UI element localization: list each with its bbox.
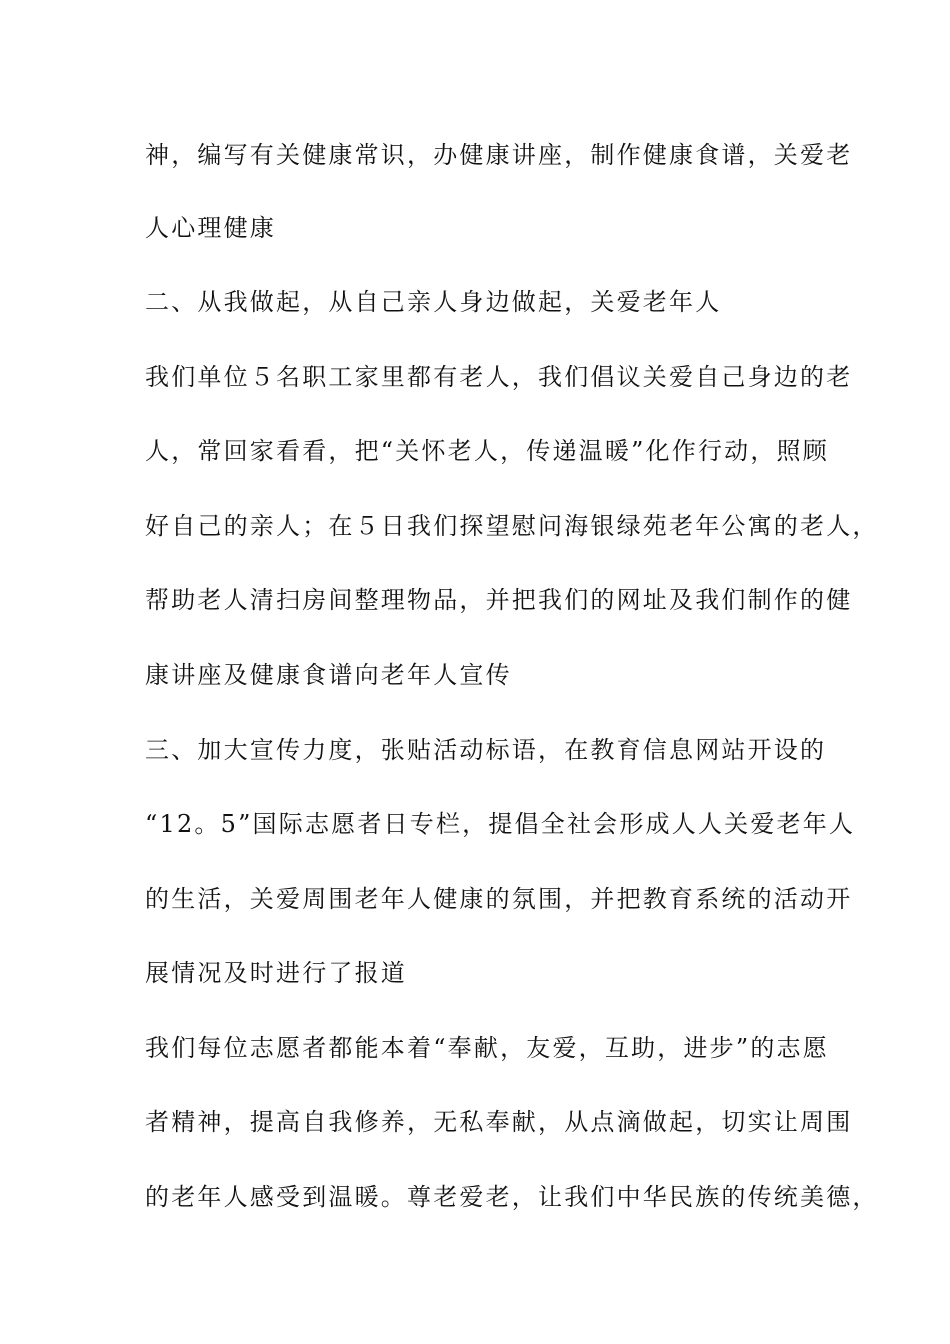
section-heading: 二、从我做起，从自己亲人身边做起，关爱老年人 xyxy=(145,288,722,316)
section-heading: 三、加大宣传力度，张贴活动标语，在教育信息网站开设的 xyxy=(145,736,827,764)
text-line: 我们单位５名职工家里都有老人，我们倡议关爱自己身边的老 xyxy=(145,363,853,391)
text-line: 的老年人感受到温暖。尊老爱老，让我们中华民族的传统美德， xyxy=(145,1183,879,1211)
text-line: “12。5”国际志愿者日专栏，提倡全社会形成人人关爱老年人 xyxy=(145,810,856,838)
text-line: 神，编写有关健康常识，办健康讲座，制作健康食谱，关爱老 xyxy=(145,141,853,169)
text-line: 我们每位志愿者都能本着“奉献，友爱，互助，进步”的志愿 xyxy=(145,1034,829,1062)
text-line: 人心理健康 xyxy=(145,214,276,242)
text-line: 康讲座及健康食谱向老年人宣传 xyxy=(145,661,512,689)
text-line: 好自己的亲人；在５日我们探望慰问海银绿苑老年公寓的老人， xyxy=(145,512,879,540)
text-line: 的生活，关爱周围老年人健康的氛围，并把教育系统的活动开 xyxy=(145,885,853,913)
text-line: 帮助老人清扫房间整理物品，并把我们的网址及我们制作的健 xyxy=(145,586,853,614)
text-line: 人，常回家看看，把“关怀老人，传递温暖”化作行动，照顾 xyxy=(145,437,829,465)
text-line: 者精神，提高自我修养，无私奉献，从点滴做起，切实让周围 xyxy=(145,1108,853,1136)
text-line: 展情况及时进行了报道 xyxy=(145,959,407,987)
